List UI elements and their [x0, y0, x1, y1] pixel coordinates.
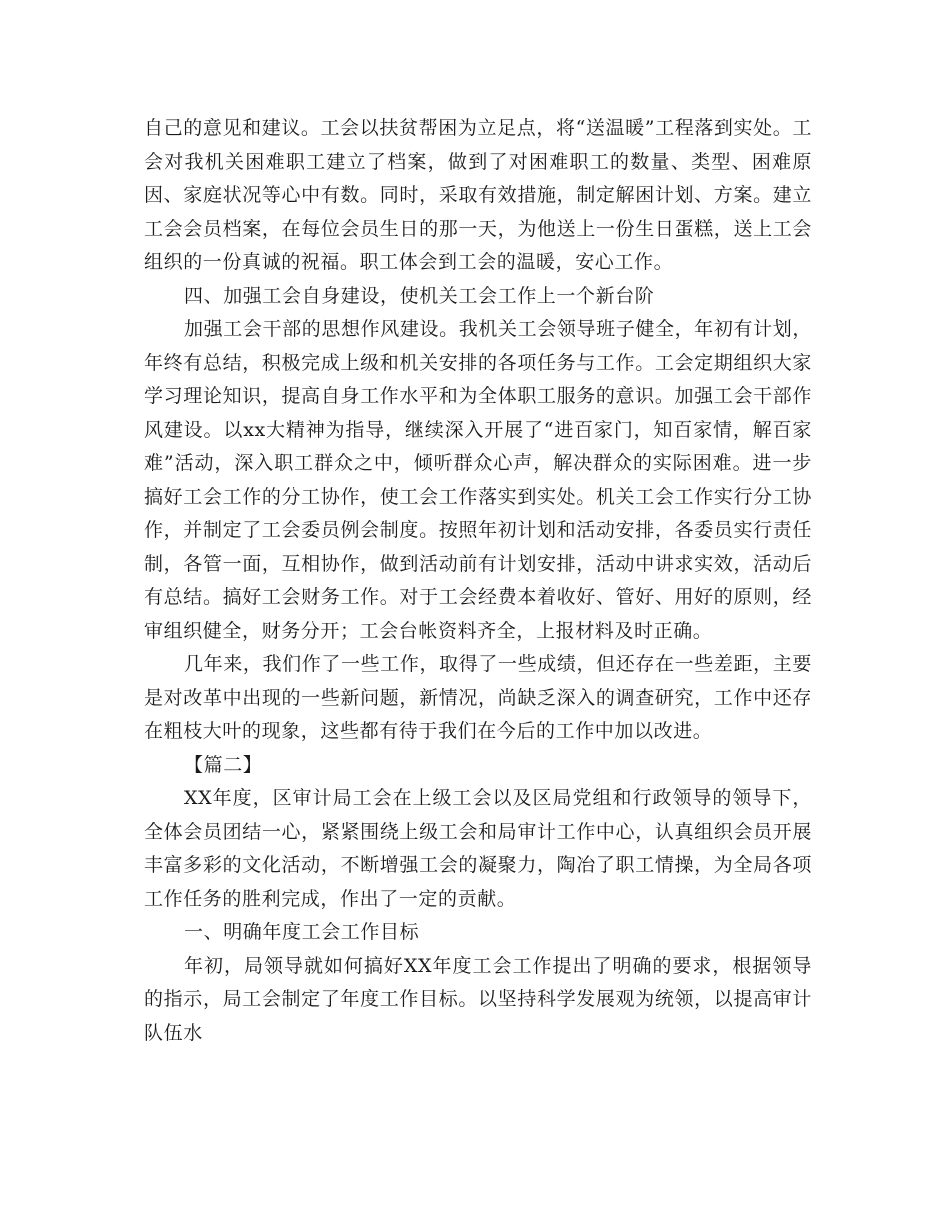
section-heading-annual-goals: 一、明确年度工会工作目标: [184, 921, 420, 943]
chapter-heading-part-two: 【篇二】: [184, 753, 263, 776]
paragraph-goal-setting: 年初，局领导就如何搞好XX年度工会工作提出了明确的要求，根据领导的指示，局工会制定了年度工作目标。以坚持科学发展观为统领，以提高审计队伍水: [144, 954, 812, 1044]
paragraph-welfare-work: 自己的意见和建议。工会以扶贫帮困为立足点，将“送温暖”工程落到实处。工会对我机关困难职工建立了档案，做到了对困难职工的数量、类型、困难原因、家庭状况等心中有数。同时，采取有效措施，制定解困计划、方案。建立工会会员档案，在每位会员生日的那一天，为他送上一份生日蛋糕，送上工会组织的一份真诚的祝福。职工体会到工会的温暖，安心工作。: [144, 117, 812, 273]
section-heading-self-construction: 四、加强工会自身建设，使机关工会工作上一个新台阶: [184, 284, 655, 307]
paragraph-summary-shortcomings: 几年来，我们作了一些工作，取得了一些成绩，但还存在一些差距，主要是对改革中出现的一些新问题，新情况，尚缺乏深入的调查研究，工作中还存在粗枝大叶的现象，这些都有待于我们在今后的工作中加以改进。: [144, 653, 812, 742]
document-page: [144, 112, 812, 1050]
paragraph-annual-overview: XX年度，区审计局工会在上级工会以及区局党组和行政领导的领导下，全体会员团结一心，紧紧围绕上级工会和局审计工作中心，认真组织会员开展丰富多彩的文化活动，不断增强工会的凝聚力，陶冶了职工情操，为全局各项工作任务的胜利完成，作出了一定的贡献。: [144, 787, 812, 910]
paragraph-cadre-style-building: 加强工会干部的思想作风建设。我机关工会领导班子健全，年初有计划，年终有总结，积极完成上级和机关安排的各项任务与工作。工会定期组织大家学习理论知识，提高自身工作水平和为全体职工服务的意识。加强工会干部作风建设。以xx大精神为指导，继续深入开展了“进百家门，知百家情，解百家难”活动，深入职工群众之中，倾听群众心声，解决群众的实际困难。进一步搞好工会工作的分工协作，使工会工作落实到实处。机关工会工作实行分工协作，并制定了工会委员例会制度。按照年初计划和活动安排，各委员实行责任制，各管一面，互相协作，做到活动前有计划安排，活动中讲求实效，活动后有总结。搞好工会财务工作。对于工会经费本着收好、管好、用好的原则，经审组织健全，财务分开；工会台帐资料齐全，上报材料及时正确。: [144, 318, 812, 642]
